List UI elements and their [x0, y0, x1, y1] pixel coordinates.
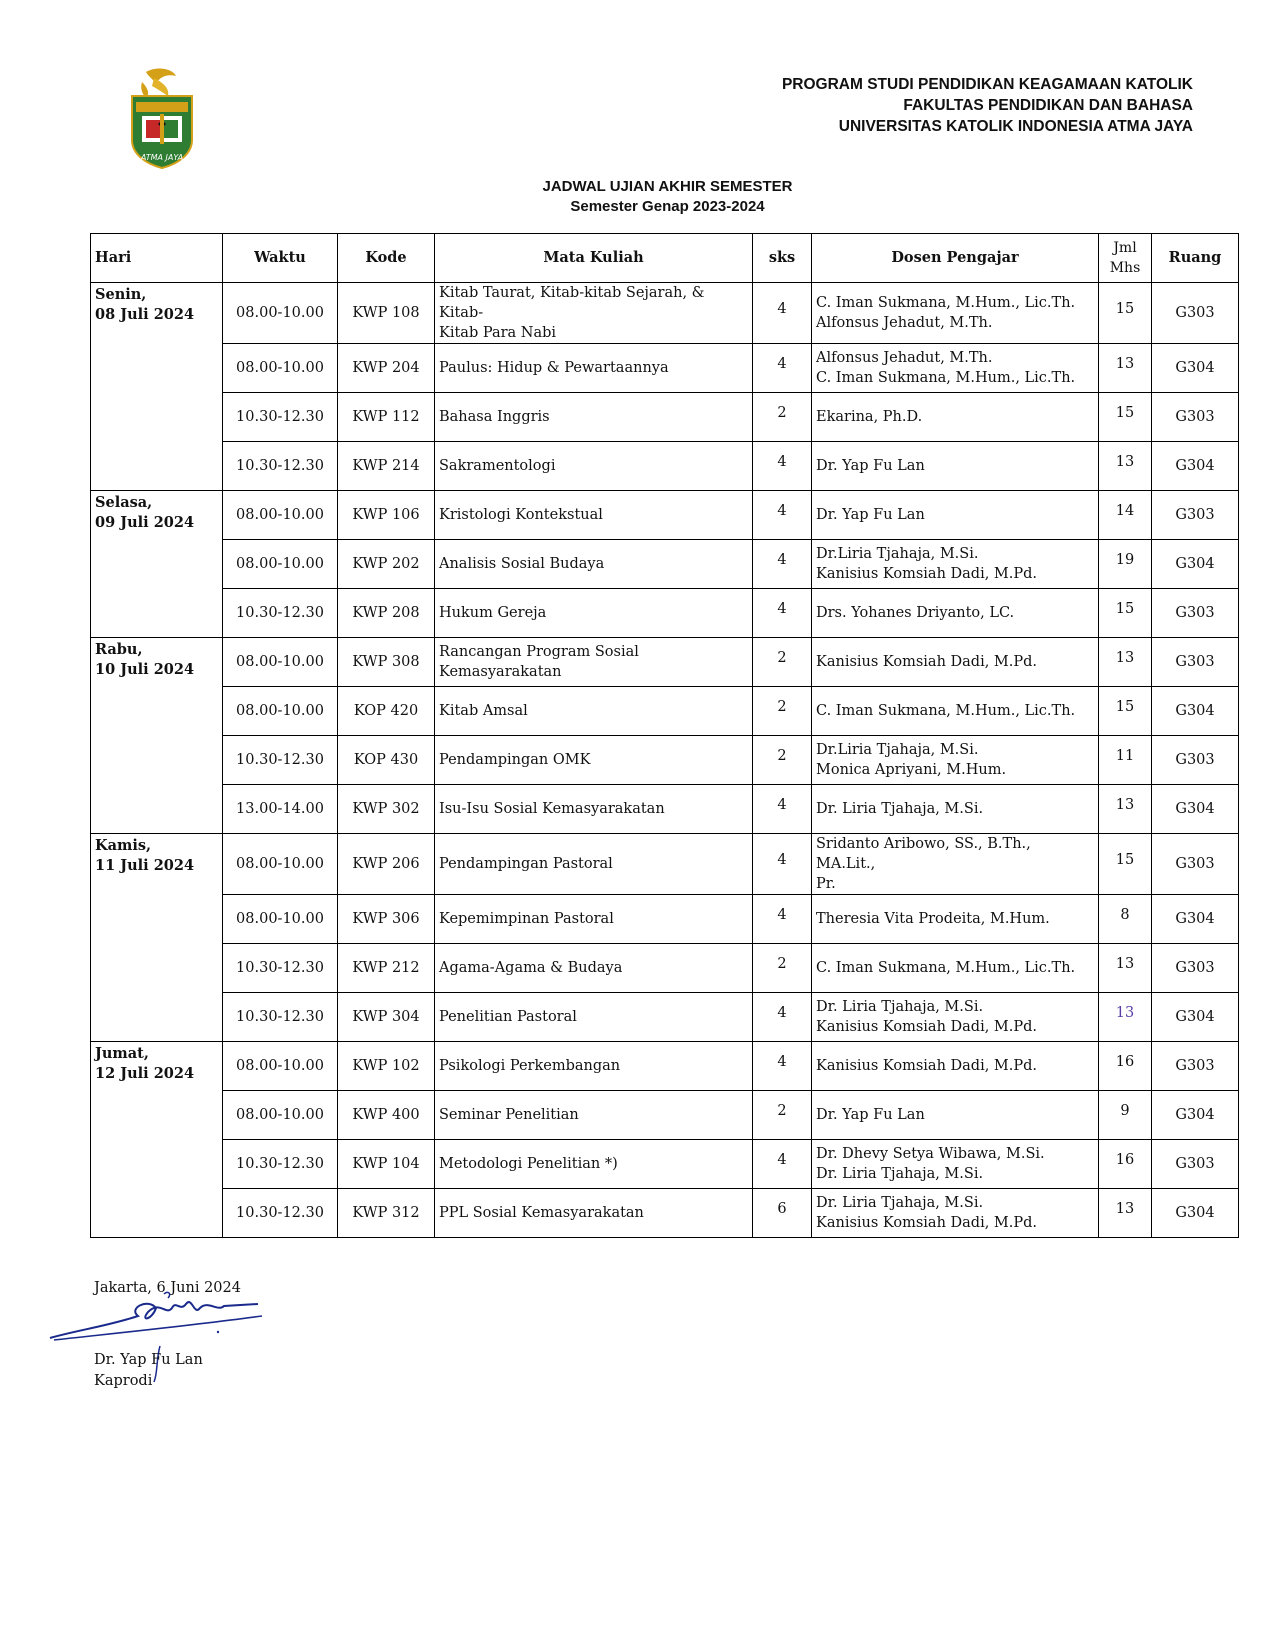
waktu-cell: 10.30-12.30 — [223, 1140, 338, 1189]
mata-kuliah-line-1: PPL Sosial Kemasyarakatan — [439, 1205, 644, 1221]
mata-kuliah-cell — [435, 491, 753, 540]
day-cell — [91, 1042, 223, 1238]
dosen-line-2: Kanisius Komsiah Dadi, M.Pd. — [816, 1215, 1038, 1231]
jml-mhs-cell — [1099, 1189, 1152, 1238]
mata-kuliah-line-1: Isu-Isu Sosial Kemasyarakatan — [439, 801, 665, 817]
mata-kuliah-line-1: Kitab Taurat, Kitab-kitab Sejarah, & Kitab- — [439, 285, 705, 321]
title-line-1: JADWAL UJIAN AKHIR SEMESTER — [542, 178, 793, 195]
institution-line-3: UNIVERSITAS KATOLIK INDONESIA ATMA JAYA — [838, 118, 1193, 135]
sks-cell — [753, 589, 812, 638]
header-hari: Hari — [91, 234, 223, 283]
dosen-line-2: Kanisius Komsiah Dadi, M.Pd. — [816, 566, 1038, 582]
jml-mhs-value: 13 — [1115, 356, 1135, 372]
dosen-cell — [812, 785, 1099, 834]
dosen-line-2: Pr. — [816, 876, 836, 892]
waktu-cell: 08.00-10.00 — [223, 895, 338, 944]
jml-mhs-cell — [1099, 540, 1152, 589]
ruang-cell: G304 — [1152, 1091, 1239, 1140]
dosen-line-2: Dr. Liria Tjahaja, M.Si. — [816, 1166, 984, 1182]
ruang-cell: G303 — [1152, 638, 1239, 687]
dosen-line-1: Dr. Liria Tjahaja, M.Si. — [816, 801, 984, 817]
waktu-cell: 08.00-10.00 — [223, 491, 338, 540]
dosen-line-1: Dr.Liria Tjahaja, M.Si. — [816, 546, 979, 562]
mata-kuliah-line-1: Penelitian Pastoral — [439, 1009, 577, 1025]
ruang-cell: G304 — [1152, 785, 1239, 834]
dosen-line-2: Monica Apriyani, M.Hum. — [816, 762, 1007, 778]
sks-value: 4 — [777, 1152, 787, 1168]
sks-value: 4 — [777, 1005, 787, 1021]
ruang-cell: G304 — [1152, 687, 1239, 736]
header-mata-kuliah: Mata Kuliah — [435, 234, 753, 283]
table-row — [91, 944, 1239, 993]
jml-mhs-cell — [1099, 344, 1152, 393]
kode-cell: KWP 304 — [338, 993, 435, 1042]
sks-cell — [753, 993, 812, 1042]
sks-value: 4 — [777, 797, 787, 813]
table-header-row — [91, 234, 1239, 283]
signatory-name: Dr. Yap Fu Lan — [94, 1352, 203, 1368]
sks-value: 4 — [777, 356, 787, 372]
mata-kuliah-cell — [435, 993, 753, 1042]
dosen-line-1: C. Iman Sukmana, M.Hum., Lic.Th. — [816, 703, 1076, 719]
jml-mhs-cell — [1099, 1091, 1152, 1140]
sks-value: 2 — [777, 1103, 787, 1119]
waktu-cell: 10.30-12.30 — [223, 589, 338, 638]
mata-kuliah-cell — [435, 1091, 753, 1140]
mata-kuliah-line-1: Hukum Gereja — [439, 605, 547, 621]
day-date: 09 Juli 2024 — [95, 514, 195, 531]
sks-value: 4 — [777, 454, 787, 470]
ruang-cell: G304 — [1152, 1189, 1239, 1238]
mata-kuliah-line-1: Pendampingan OMK — [439, 752, 591, 768]
waktu-cell: 08.00-10.00 — [223, 834, 338, 895]
mata-kuliah-cell — [435, 589, 753, 638]
mata-kuliah-line-1: Analisis Sosial Budaya — [439, 556, 605, 572]
sks-cell — [753, 785, 812, 834]
mata-kuliah-cell — [435, 785, 753, 834]
dosen-cell — [812, 393, 1099, 442]
ruang-cell: G304 — [1152, 344, 1239, 393]
dosen-cell — [812, 540, 1099, 589]
mata-kuliah-cell — [435, 1140, 753, 1189]
sks-cell — [753, 1091, 812, 1140]
table-row — [91, 491, 1239, 540]
dosen-cell — [812, 344, 1099, 393]
dosen-cell — [812, 1042, 1099, 1091]
sks-value: 4 — [777, 907, 787, 923]
table-row — [91, 442, 1239, 491]
sks-value: 2 — [777, 405, 787, 421]
mata-kuliah-cell — [435, 442, 753, 491]
kode-cell: KWP 108 — [338, 283, 435, 344]
day-date: 10 Juli 2024 — [95, 661, 195, 678]
waktu-cell: 10.30-12.30 — [223, 442, 338, 491]
kode-cell: KWP 306 — [338, 895, 435, 944]
dosen-line-1: Dr. Yap Fu Lan — [816, 507, 925, 523]
dosen-cell — [812, 491, 1099, 540]
mata-kuliah-cell — [435, 1042, 753, 1091]
kode-cell: KOP 420 — [338, 687, 435, 736]
day-name: Senin, — [95, 286, 147, 303]
header-sks: sks — [753, 234, 812, 283]
kode-cell: KWP 106 — [338, 491, 435, 540]
sks-cell — [753, 491, 812, 540]
jml-mhs-value: 15 — [1115, 405, 1135, 421]
mata-kuliah-line-1: Seminar Penelitian — [439, 1107, 579, 1123]
sks-cell — [753, 344, 812, 393]
mata-kuliah-cell — [435, 834, 753, 895]
day-date: 08 Juli 2024 — [95, 306, 195, 323]
jml-mhs-value: 13 — [1115, 956, 1135, 972]
kode-cell: KWP 302 — [338, 785, 435, 834]
sks-cell — [753, 944, 812, 993]
table-row — [91, 393, 1239, 442]
jml-mhs-cell — [1099, 491, 1152, 540]
day-date: 12 Juli 2024 — [95, 1065, 195, 1082]
dosen-cell — [812, 442, 1099, 491]
sks-value: 2 — [777, 956, 787, 972]
kode-cell: KWP 212 — [338, 944, 435, 993]
table-row — [91, 638, 1239, 687]
kode-cell: KWP 308 — [338, 638, 435, 687]
dosen-line-1: C. Iman Sukmana, M.Hum., Lic.Th. — [816, 295, 1076, 311]
dosen-line-1: Ekarina, Ph.D. — [816, 409, 923, 425]
kode-cell: KWP 208 — [338, 589, 435, 638]
waktu-cell: 08.00-10.00 — [223, 638, 338, 687]
signature-place-date: Jakarta, 6 Juni 2024 — [94, 1280, 241, 1296]
waktu-cell: 10.30-12.30 — [223, 393, 338, 442]
dosen-line-1: Dr.Liria Tjahaja, M.Si. — [816, 742, 979, 758]
mata-kuliah-line-1: Sakramentologi — [439, 458, 556, 474]
table-row — [91, 283, 1239, 344]
dosen-cell — [812, 993, 1099, 1042]
dosen-cell — [812, 736, 1099, 785]
mata-kuliah-line-1: Pendampingan Pastoral — [439, 856, 613, 872]
mata-kuliah-cell — [435, 344, 753, 393]
dosen-cell — [812, 834, 1099, 895]
dosen-cell — [812, 687, 1099, 736]
waktu-cell: 10.30-12.30 — [223, 944, 338, 993]
logo-text: ATMA JAYA — [140, 153, 184, 162]
jml-mhs-value: 16 — [1115, 1152, 1135, 1168]
jml-mhs-value: 16 — [1115, 1054, 1135, 1070]
dosen-line-1: Dr. Yap Fu Lan — [816, 458, 925, 474]
jml-mhs-value: 15 — [1115, 301, 1135, 317]
mata-kuliah-line-1: Bahasa Inggris — [439, 409, 550, 425]
dosen-line-2: Alfonsus Jehadut, M.Th. — [816, 315, 993, 331]
header-jml-mhs — [1099, 234, 1152, 283]
jml-mhs-cell — [1099, 834, 1152, 895]
dosen-cell — [812, 1140, 1099, 1189]
kode-cell: KWP 400 — [338, 1091, 435, 1140]
dosen-cell — [812, 1091, 1099, 1140]
day-cell — [91, 491, 223, 638]
table-row — [91, 589, 1239, 638]
waktu-cell: 10.30-12.30 — [223, 993, 338, 1042]
jml-mhs-value: 13 — [1115, 1201, 1135, 1217]
kode-cell: KWP 112 — [338, 393, 435, 442]
ruang-cell: G304 — [1152, 442, 1239, 491]
dosen-line-1: Kanisius Komsiah Dadi, M.Pd. — [816, 654, 1038, 670]
ruang-cell: G303 — [1152, 834, 1239, 895]
mata-kuliah-line-1: Psikologi Perkembangan — [439, 1058, 621, 1074]
header-jml-line-1: Jml — [1113, 240, 1137, 256]
mata-kuliah-line-1: Rancangan Program Sosial — [439, 644, 639, 660]
jml-mhs-value: 15 — [1115, 852, 1135, 868]
mata-kuliah-cell — [435, 944, 753, 993]
dosen-line-1: Drs. Yohanes Driyanto, LC. — [816, 605, 1015, 621]
jml-mhs-cell — [1099, 283, 1152, 344]
table-row — [91, 993, 1239, 1042]
jml-mhs-value: 14 — [1115, 503, 1135, 519]
dosen-line-2: C. Iman Sukmana, M.Hum., Lic.Th. — [816, 370, 1076, 386]
dosen-line-2: Kanisius Komsiah Dadi, M.Pd. — [816, 1019, 1038, 1035]
title-line-2: Semester Genap 2023-2024 — [570, 198, 765, 215]
institution-line-1: PROGRAM STUDI PENDIDIKAN KEAGAMAAN KATOLIK — [781, 76, 1193, 93]
dosen-cell — [812, 944, 1099, 993]
ruang-cell: G304 — [1152, 540, 1239, 589]
day-name: Kamis, — [95, 837, 152, 854]
day-cell — [91, 283, 223, 491]
waktu-cell: 08.00-10.00 — [223, 687, 338, 736]
kode-cell: KWP 102 — [338, 1042, 435, 1091]
signature-block — [94, 1350, 203, 1392]
jml-mhs-cell — [1099, 785, 1152, 834]
header-dosen: Dosen Pengajar — [812, 234, 1099, 283]
day-date: 11 Juli 2024 — [95, 857, 195, 874]
waktu-cell: 08.00-10.00 — [223, 344, 338, 393]
day-cell — [91, 834, 223, 1042]
dosen-cell — [812, 589, 1099, 638]
document-title — [0, 177, 1275, 217]
sks-value: 2 — [777, 748, 787, 764]
sks-cell — [753, 1140, 812, 1189]
header-waktu: Waktu — [223, 234, 338, 283]
waktu-cell: 08.00-10.00 — [223, 283, 338, 344]
ruang-cell: G303 — [1152, 393, 1239, 442]
sks-cell — [753, 1042, 812, 1091]
sks-cell — [753, 1189, 812, 1238]
jml-mhs-value: 13 — [1115, 1005, 1135, 1021]
kode-cell: KWP 214 — [338, 442, 435, 491]
dosen-line-1: Sridanto Aribowo, SS., B.Th., MA.Lit., — [816, 836, 1031, 872]
sks-cell — [753, 687, 812, 736]
waktu-cell: 08.00-10.00 — [223, 540, 338, 589]
ruang-cell: G304 — [1152, 895, 1239, 944]
exam-schedule-table — [90, 233, 1239, 1238]
table-row — [91, 1042, 1239, 1091]
header-ruang: Ruang — [1152, 234, 1239, 283]
mata-kuliah-line-1: Metodologi Penelitian *) — [439, 1156, 618, 1172]
jml-mhs-cell — [1099, 1140, 1152, 1189]
atma-jaya-logo — [128, 66, 196, 170]
jml-mhs-value: 9 — [1120, 1103, 1130, 1119]
dosen-cell — [812, 283, 1099, 344]
sks-value: 4 — [777, 601, 787, 617]
day-name: Jumat, — [95, 1045, 149, 1062]
kode-cell: KWP 204 — [338, 344, 435, 393]
waktu-cell: 13.00-14.00 — [223, 785, 338, 834]
mata-kuliah-cell — [435, 687, 753, 736]
jml-mhs-cell — [1099, 589, 1152, 638]
waktu-cell: 10.30-12.30 — [223, 1189, 338, 1238]
table-row — [91, 785, 1239, 834]
table-row — [91, 1140, 1239, 1189]
sks-cell — [753, 638, 812, 687]
dosen-line-1: Dr. Liria Tjahaja, M.Si. — [816, 1195, 984, 1211]
kode-cell: KOP 430 — [338, 736, 435, 785]
mata-kuliah-cell — [435, 638, 753, 687]
ruang-cell: G304 — [1152, 993, 1239, 1042]
mata-kuliah-line-2: Kitab Para Nabi — [439, 325, 557, 341]
mata-kuliah-cell — [435, 393, 753, 442]
day-name: Selasa, — [95, 494, 153, 511]
sks-cell — [753, 834, 812, 895]
mata-kuliah-cell — [435, 736, 753, 785]
mata-kuliah-line-1: Kepemimpinan Pastoral — [439, 911, 614, 927]
jml-mhs-cell — [1099, 687, 1152, 736]
mata-kuliah-cell — [435, 283, 753, 344]
sks-value: 4 — [777, 552, 787, 568]
sks-cell — [753, 736, 812, 785]
table-row — [91, 736, 1239, 785]
ruang-cell: G303 — [1152, 1042, 1239, 1091]
jml-mhs-value: 15 — [1115, 699, 1135, 715]
jml-mhs-value: 8 — [1120, 907, 1130, 923]
table-row — [91, 540, 1239, 589]
sks-cell — [753, 895, 812, 944]
waktu-cell: 08.00-10.00 — [223, 1042, 338, 1091]
waktu-cell: 08.00-10.00 — [223, 1091, 338, 1140]
jml-mhs-value: 13 — [1115, 454, 1135, 470]
dosen-cell — [812, 638, 1099, 687]
day-cell — [91, 638, 223, 834]
sks-value: 2 — [777, 699, 787, 715]
jml-mhs-cell — [1099, 393, 1152, 442]
kode-cell: KWP 104 — [338, 1140, 435, 1189]
mata-kuliah-line-1: Kristologi Kontekstual — [439, 507, 603, 523]
mata-kuliah-line-1: Paulus: Hidup & Pewartaannya — [439, 360, 669, 376]
sks-value: 4 — [777, 852, 787, 868]
jml-mhs-cell — [1099, 895, 1152, 944]
table-row — [91, 687, 1239, 736]
kode-cell: KWP 202 — [338, 540, 435, 589]
sks-value: 4 — [777, 503, 787, 519]
sks-cell — [753, 540, 812, 589]
sks-value: 4 — [777, 1054, 787, 1070]
sks-value: 6 — [777, 1201, 787, 1217]
table-body — [91, 283, 1239, 1238]
dosen-line-1: C. Iman Sukmana, M.Hum., Lic.Th. — [816, 960, 1076, 976]
ruang-cell: G303 — [1152, 283, 1239, 344]
ruang-cell: G303 — [1152, 736, 1239, 785]
mata-kuliah-line-1: Agama-Agama & Budaya — [439, 960, 623, 976]
table-row — [91, 895, 1239, 944]
jml-mhs-cell — [1099, 638, 1152, 687]
dosen-line-1: Theresia Vita Prodeita, M.Hum. — [816, 911, 1050, 927]
signatory-role: Kaprodi — [94, 1373, 153, 1389]
jml-mhs-cell — [1099, 944, 1152, 993]
ruang-cell: G303 — [1152, 944, 1239, 993]
kode-cell: KWP 206 — [338, 834, 435, 895]
institution-line-2: FAKULTAS PENDIDIKAN DAN BAHASA — [903, 97, 1193, 114]
jml-mhs-cell — [1099, 736, 1152, 785]
sks-cell — [753, 442, 812, 491]
sks-cell — [753, 393, 812, 442]
dosen-cell — [812, 895, 1099, 944]
dosen-line-1: Dr. Liria Tjahaja, M.Si. — [816, 999, 984, 1015]
mata-kuliah-line-2: Kemasyarakatan — [439, 664, 562, 680]
header-jml-line-2: Mhs — [1109, 260, 1141, 276]
dosen-line-1: Dr. Yap Fu Lan — [816, 1107, 925, 1123]
dosen-cell — [812, 1189, 1099, 1238]
jml-mhs-value: 13 — [1115, 650, 1135, 666]
jml-mhs-value: 19 — [1115, 552, 1135, 568]
ruang-cell: G303 — [1152, 589, 1239, 638]
dosen-line-1: Kanisius Komsiah Dadi, M.Pd. — [816, 1058, 1038, 1074]
table-row — [91, 1091, 1239, 1140]
day-name: Rabu, — [95, 641, 143, 658]
institution-header — [782, 74, 1193, 137]
sks-cell — [753, 283, 812, 344]
jml-mhs-cell — [1099, 442, 1152, 491]
mata-kuliah-cell — [435, 895, 753, 944]
sks-value: 2 — [777, 650, 787, 666]
jml-mhs-value: 13 — [1115, 797, 1135, 813]
dosen-line-1: Dr. Dhevy Setya Wibawa, M.Si. — [816, 1146, 1045, 1162]
jml-mhs-value: 11 — [1115, 748, 1135, 764]
jml-mhs-cell — [1099, 993, 1152, 1042]
table-row — [91, 834, 1239, 895]
table-row — [91, 1189, 1239, 1238]
mata-kuliah-line-1: Kitab Amsal — [439, 703, 528, 719]
dosen-line-1: Alfonsus Jehadut, M.Th. — [816, 350, 993, 366]
jml-mhs-cell — [1099, 1042, 1152, 1091]
ruang-cell: G303 — [1152, 1140, 1239, 1189]
ruang-cell: G303 — [1152, 491, 1239, 540]
mata-kuliah-cell — [435, 1189, 753, 1238]
jml-mhs-value: 15 — [1115, 601, 1135, 617]
header-kode: Kode — [338, 234, 435, 283]
kode-cell: KWP 312 — [338, 1189, 435, 1238]
table-row — [91, 344, 1239, 393]
waktu-cell: 10.30-12.30 — [223, 736, 338, 785]
sks-value: 4 — [777, 301, 787, 317]
mata-kuliah-cell — [435, 540, 753, 589]
